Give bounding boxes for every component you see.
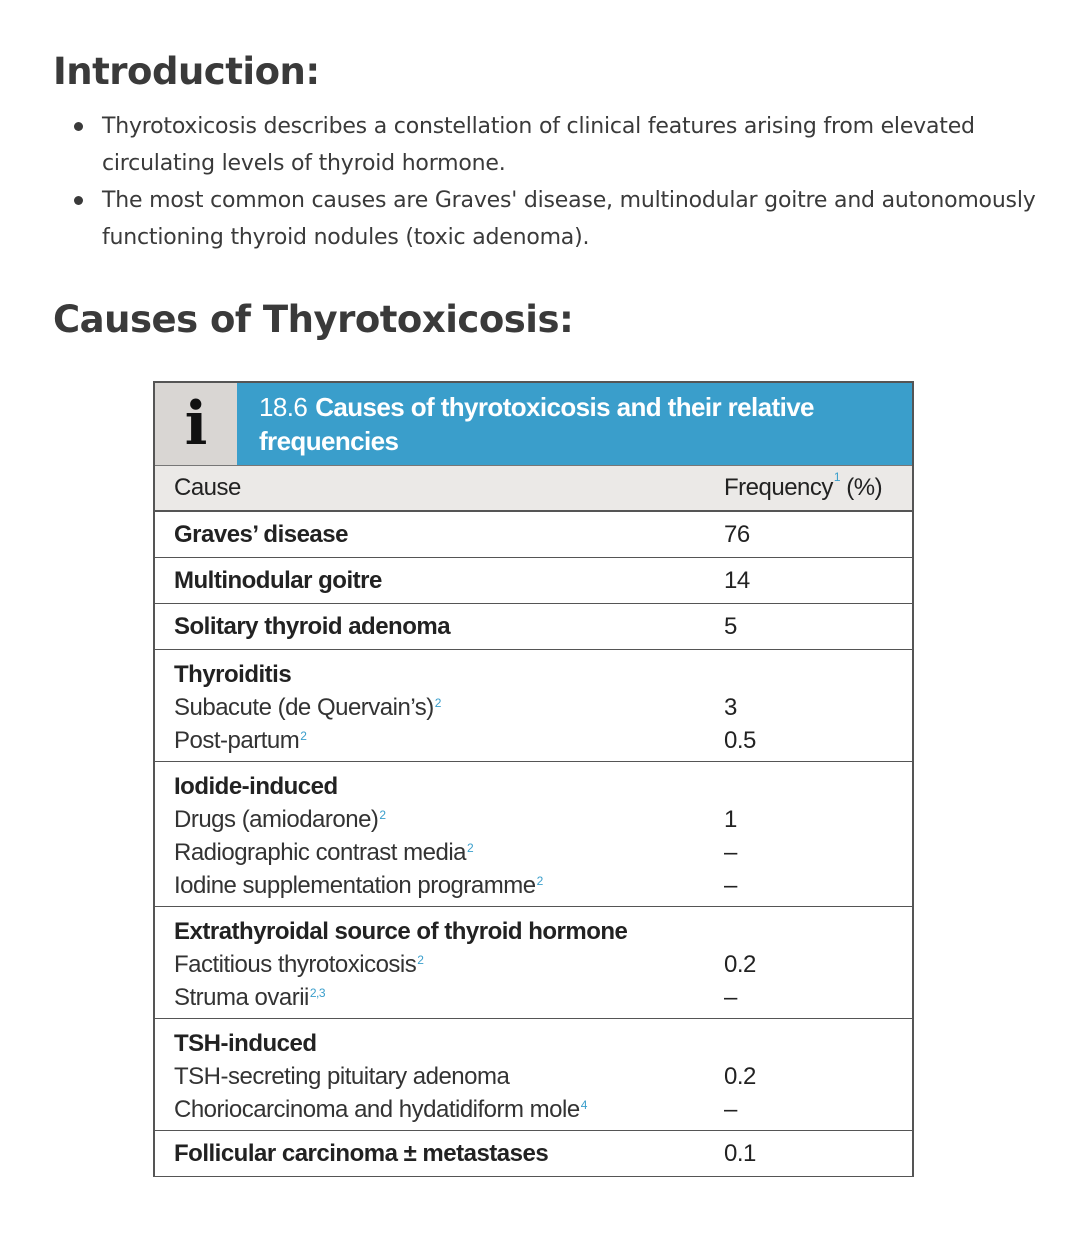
frequency-value: 0.5 [724,727,756,754]
box-header [155,383,912,466]
bullet-dot-icon [74,196,83,205]
sub-cause-label: Post-partum [174,727,300,754]
table-row [155,512,912,558]
sub-cause [174,1093,724,1126]
sub-cause-label: Subacute (de Quervain’s) [174,694,434,721]
cause-cell [155,770,724,902]
footnote-ref: 4 [580,1098,587,1112]
table-row [155,762,912,907]
box-title [237,383,912,465]
frequency-value: – [724,872,737,899]
cause-cell: Graves’ disease [174,520,348,548]
table-row [155,907,912,1019]
frequency-cell: 14 [724,566,750,594]
causes-heading: Causes of Thyrotoxicosis: [53,298,574,341]
group-title: TSH-induced [174,1030,317,1057]
footnote-ref: 2 [379,808,386,822]
frequency-label: Frequency [724,474,833,501]
cause-cell [155,1027,724,1126]
column-header-cause: Cause [174,474,241,501]
table-row [155,558,912,604]
info-icon: i [155,383,237,465]
group-title: Extrathyroidal source of thyroid hormone [174,918,628,945]
frequency-unit: (%) [846,474,883,501]
frequency-value: – [724,839,737,866]
frequency-cell: 5 [724,612,737,640]
box-title-line1: Causes of thyrotoxicosis and their relative [315,392,814,422]
group-title: Iodide-induced [174,773,338,800]
sub-cause-label: Factitious thyrotoxicosis [174,951,417,978]
sub-cause [174,836,724,869]
sub-cause-label: TSH-secreting pituitary adenoma [174,1063,510,1090]
frequency-cell [724,770,912,902]
cause-cell [155,658,724,757]
frequency-cell [724,658,912,757]
frequency-cell [724,1027,912,1126]
bullet-text: Thyrotoxicosis describes a constellation of clinical features arising from elevated circulating levels of thyroid hormone. [102,114,975,176]
sub-cause-label: Radiographic contrast media [174,839,466,866]
sub-cause-label: Choriocarcinoma and hydatidiform mole [174,1096,580,1123]
sub-cause-label: Struma ovarii [174,984,309,1011]
box-title-line2: frequencies [259,426,399,456]
frequency-value: 0.2 [724,951,756,978]
causes-table-box [153,381,914,1177]
cause-cell: Multinodular goitre [174,566,382,594]
frequency-cell: 0.1 [724,1139,756,1167]
sub-cause [174,981,724,1014]
sub-cause [174,948,724,981]
bullet-item [70,182,1060,256]
bullet-text: The most common causes are Graves' disease, multinodular goitre and autonomously functioning thyroid nodules (toxic adenoma). [102,188,1036,250]
frequency-value: – [724,1096,737,1123]
cause-cell: Solitary thyroid adenoma [174,612,451,640]
group-title: Thyroiditis [174,661,292,688]
frequency-cell: 76 [724,520,750,548]
frequency-cell [724,915,912,1014]
table-row [155,650,912,762]
sub-cause [174,1060,724,1093]
introduction-bullet-list [70,108,1060,256]
cause-cell: Follicular carcinoma ± metastases [174,1139,549,1167]
column-header-frequency [724,470,912,502]
sub-cause [174,691,724,724]
table-row [155,1019,912,1131]
sub-cause-label: Iodine supplementation programme [174,872,536,899]
sub-cause [174,869,724,902]
footnote-ref: 2 [300,729,307,743]
footnote-ref: 1 [833,470,841,484]
footnote-ref: 2,3 [309,986,326,1000]
bullet-dot-icon [74,122,83,131]
table-row [155,604,912,650]
cause-cell [155,915,724,1014]
footnote-ref: 2 [434,696,441,710]
footnote-ref: 2 [536,874,543,888]
frequency-value: 3 [724,694,737,721]
sub-cause [174,803,724,836]
frequency-value: 1 [724,806,737,833]
frequency-value: – [724,984,737,1011]
footnote-ref: 2 [467,841,474,855]
table-row [155,1131,912,1177]
frequency-value: 0.2 [724,1063,756,1090]
box-number: 18.6 [259,392,308,422]
table-header-row [155,466,912,512]
footnote-ref: 2 [417,953,424,967]
sub-cause [174,724,724,757]
introduction-heading: Introduction: [53,50,320,93]
sub-cause-label: Drugs (amiodarone) [174,806,379,833]
bullet-item [70,108,1060,182]
